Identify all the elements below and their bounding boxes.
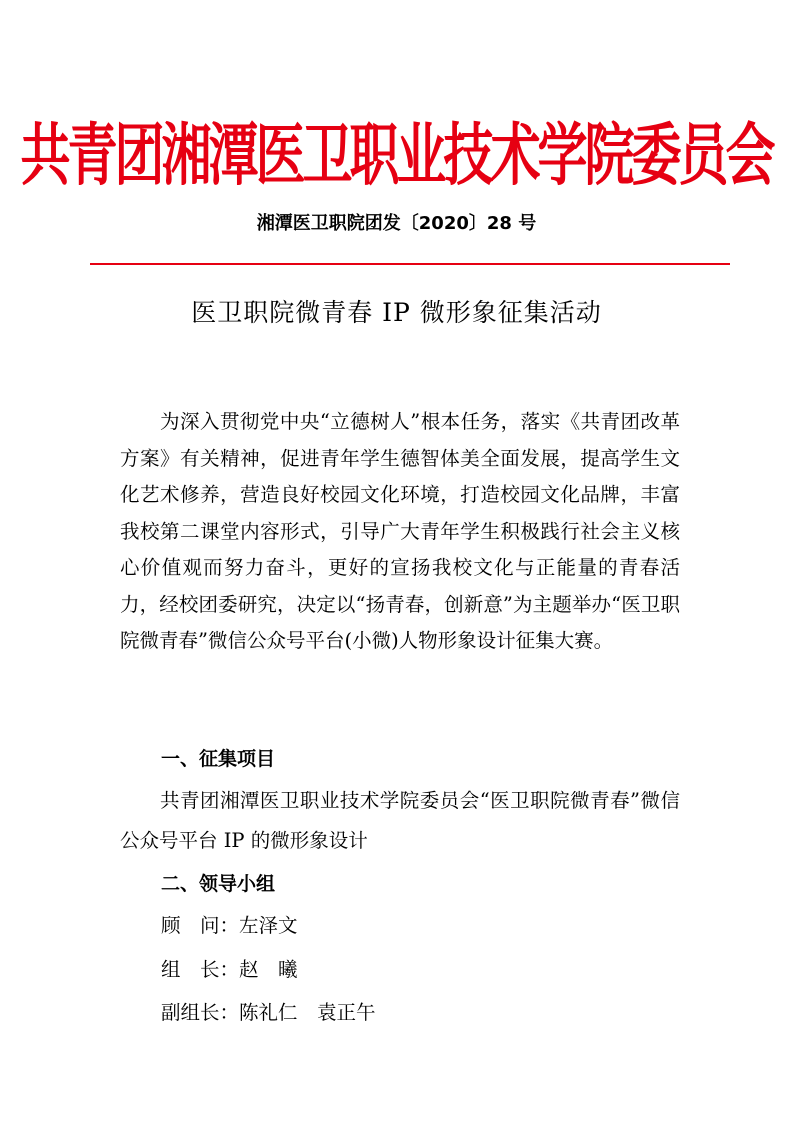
org-header-title: 共青团湘潭医卫职业技术学院委员会 [20,116,773,195]
document-number: 湘潭医卫职院团发〔2020〕28 号 [256,213,537,234]
header-divider-rule [90,263,730,265]
section-heading-collection-item: 一、征集项目 [161,748,276,770]
member-leader: 组 长：赵 曦 [161,958,298,981]
member-advisor: 顾 问：左泽文 [161,914,298,937]
section-collection-item-text: 共青团湘潭医卫职业技术学院委员会“医卫职院微青春”微信公众号平台 IP 的微形象设计 [120,789,680,852]
intro-paragraph: 为深入贯彻党中央“立德树人”根本任务，落实《共青团改革方案》有关精神，促进青年学生德智体美全面发展，提高学生文化艺术修养，营造良好校园文化环境，打造校园文化品牌，丰富我校第二课堂内容形式，引导广大青年学生积极践行社会主义核心价值观而努力奋斗，更好的宣扬我校文化与正能量的青春活力，经校团委研究，决定以“扬青春，创新意”为主题举办“医卫职院微青春”微信公众号平台(小微)人物形象设计征集大赛。 [120,410,680,652]
document-title: 医卫职院微青春 IP 微形象征集活动 [191,298,602,327]
member-deputy-leaders: 副组长：陈礼仁 袁正午 [161,1001,376,1024]
section-heading-leadership-group: 二、领导小组 [161,873,276,895]
